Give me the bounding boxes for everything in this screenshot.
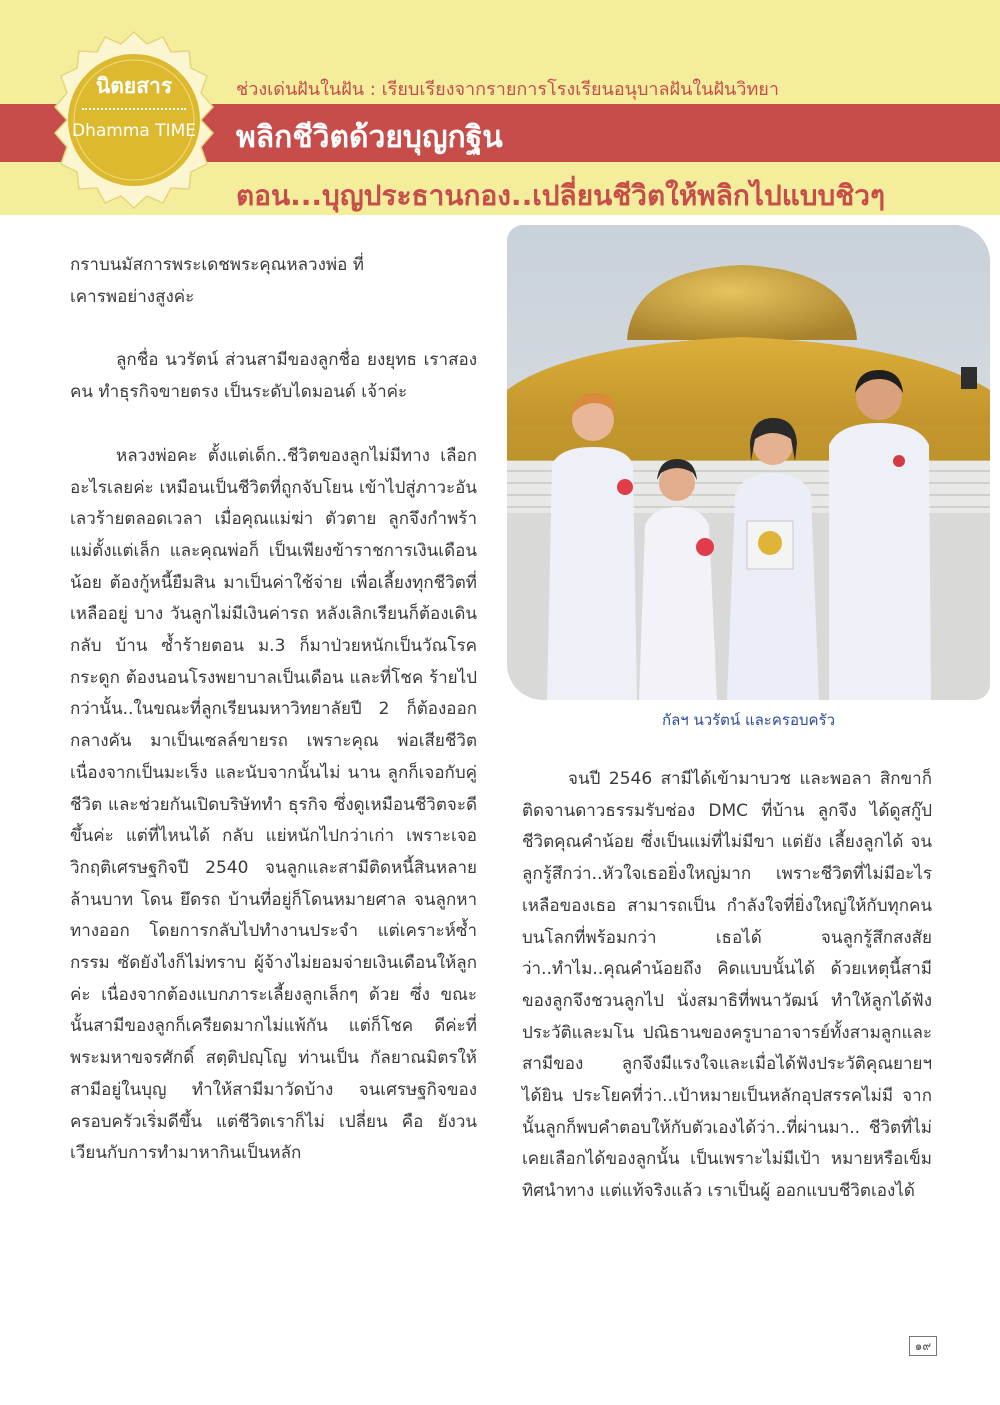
badge-seal-icon [44, 30, 224, 210]
greeting: กราบนมัสการพระเดชพระคุณหลวงพ่อ ที่เคารพอย่างสูงค่ะ [70, 255, 364, 307]
page-number: ๑๙ [909, 1336, 937, 1356]
paragraph-3: จนปี 2546 สามีได้เข้ามาบวช และพอลา สิกขาก็ติดจานดาวธรรมรับช่อง DMC ที่บ้าน ลูกจึง ได้ดูสกู๊ปชีวิตคุณคำน้อย ซึ่งเป็นแม่ที่ไม่มีขา แต่ยัง เลี้ยงลูกได้ จนลูกรู้สึกว่า..หัวใจเธอยิ่งใหญ่มาก เพราะชีวิตที่ไม่มีอะไรเหลือของเธอ สามารถเป็น กำลังใจที่ยิ่งใหญ่ให้กับทุกคนบนโลกที่พร้อมกว่า เธอได้ จนลูกรู้สึกสงสัยว่า..ทำไม..คุณคำน้อยถึง คิดแบบนั้นได้ ด้วยเหตุนี้สามีของลูกจึงชวนลูกไป นั่งสมาธิที่พนาวัฒน์ ทำให้ลูกได้ฟังประวัติและมโน ปณิธานของครูบาอาจารย์ทั้งสามลูกและสามีของ ลูกจึงมีแรงใจและเมื่อได้ฟังประวัติคุณยายฯ ได้ยิน ประโยคที่ว่า..เป้าหมายเป็นหลักอุปสรรคไม่มี จาก นั้นลูกก็พบคำตอบให้กับตัวเองได้ว่า..ที่ผ่านมา.. ชีวิตที่ไม่เคยเลือกได้ของลูกนั้น เป็นเพราะไม่มีเป้า หมายหรือเข็มทิศนำทาง แต่แท้จริงแล้ว เราเป็นผู้ ออกแบบชีวิตเองได้ [522, 769, 932, 1202]
spacer [70, 313, 477, 345]
family-photo [507, 225, 990, 700]
left-column [70, 250, 477, 1170]
paragraph-2: หลวงพ่อคะ ตั้งแต่เด็ก..ชีวิตของลูกไม่มีทาง เลือกอะไรเลยค่ะ เหมือนเป็นชีวิตที่ถูกจับโยน เข้าไปสู่ภาวะอันเลวร้ายตลอดเวลา เมื่อคุณแม่ฆ่า ตัวตาย ลูกจึงกำพร้าแม่ตั้งแต่เล็ก และคุณพ่อก็ เป็นเพียงข้าราชการเงินเดือนน้อย ต้องกู้หนี้ยืมสิน มาเป็นค่าใช้จ่าย เพื่อเลี้ยงทุกชีวิตที่เหลืออยู่ บาง วันลูกไม่มีเงินค่ารถ หลังเลิกเรียนก็ต้องเดินกลับ บ้าน ซ้ำร้ายตอน ม.3 ก็มาป่วยหนักเป็นวัณโรค กระดูก ต้องนอนโรงพยาบาลเป็นเดือน และที่โชค ร้ายไปกว่านั้น..ในขณะที่ลูกเรียนมหาวิทยาลัยปี 2 ก็ต้องออกกลางคัน มาเป็นเซลล์ขายรถ เพราะคุณ พ่อเสียชีวิตเนื่องจากเป็นมะเร็ง และนับจากนั้นไม่ นาน ลูกก็เจอกับคู่ชีวิต และช่วยกันเปิดบริษัททำ ธุรกิจ ซึ่งดูเหมือนชีวิตจะดีขึ้นค่ะ แต่ที่ไหนได้ กลับ แย่หนักไปกว่าเก่า เพราะเจอวิกฤติเศรษฐกิจปี 2540 จนลูกและสามีติดหนี้สินหลายล้านบาท โดน ยึดรถ บ้านที่อยู่ก็โดนหมายศาล จนลูกหาทางออก โดยการกลับไปทำงานประจำ แต่เคราะห์ซ้ำกรรม ซัดยังไงก็ไม่ทราบ ผู้จ้างไม่ยอมจ่ายเงินเดือนให้ลูก ค่ะ เนื่องจากต้องแบกภาระเลี้ยงลูกเล็กๆ ด้วย ซึ่ง ขณะนั้นสามีของลูกก็เครียดมากไม่แพ้กัน แต่ก็โชค ดีค่ะที่ พระมหาขจรศักดิ์ สตฺติปญฺโญ ท่านเป็น กัลยาณมิตรให้สามีอยู่ในบุญ ทำให้สามีมาวัดบ้าง จนเศรษฐกิจของครอบครัวเริ่มดีขึ้น แต่ชีวิตเราก็ไม่ เปลี่ยน คือ ยังวนเวียนกับการทำมาหากินเป็นหลัก [70, 445, 477, 1164]
photo-caption: กัลฯ นวรัตน์ และครอบครัว [661, 711, 835, 729]
badge-divider [82, 108, 186, 112]
series-line: ช่วงเด่นฝันในฝัน : เรียบเรียงจากรายการโรงเรียนอนุบาลฝันในฝันวิทยา [236, 79, 779, 100]
badge-magazine-label: นิตยสาร [95, 74, 173, 98]
article-subtitle: ตอน...บุญประธานกอง..เปลี่ยนชีวิตให้พลิกไปแบบชิวๆ [236, 179, 886, 212]
right-column [522, 764, 932, 1208]
magazine-badge [44, 30, 224, 210]
badge-brand-label: Dhamma TIME [71, 121, 197, 141]
article-title: พลิกชีวิตด้วยบุญกฐิน [236, 120, 503, 155]
family-photo-image [507, 225, 990, 700]
paragraph-1: ลูกชื่อ นวรัตน์ ส่วนสามีของลูกชื่อ ยงยุทธ เราสองคน ทำธุรกิจขายตรง เป็นระดับไดมอนด์ เจ้าค่ะ [70, 350, 477, 403]
spacer [70, 409, 477, 441]
